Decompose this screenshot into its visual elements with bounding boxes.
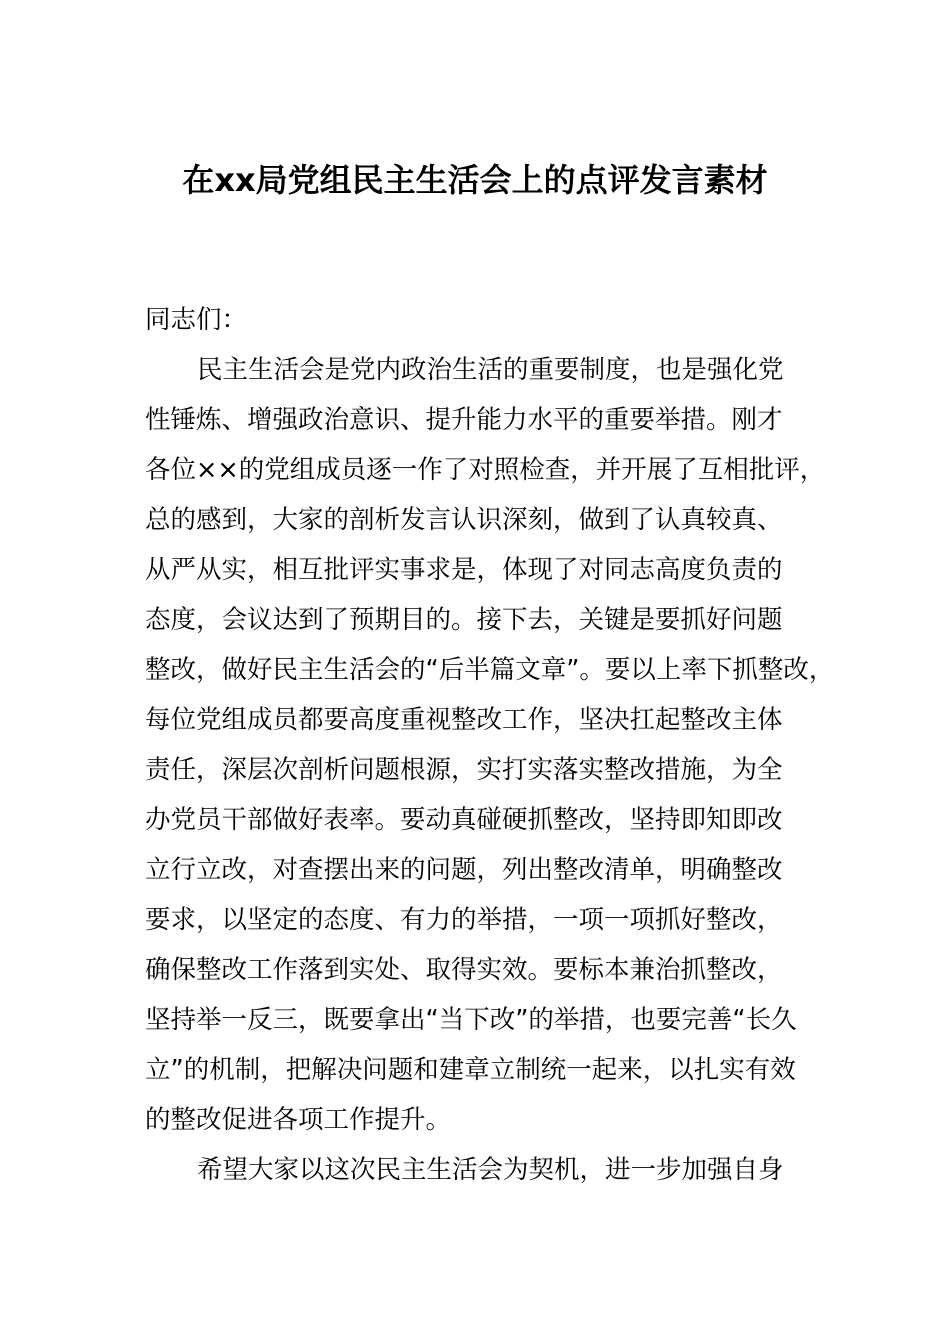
document-title: 在xx局党组民主生活会上的点评发言素材 [182, 161, 768, 199]
paragraph-line: 希望大家以这次民主生活会为契机，进一步加强自身 [197, 1155, 784, 1185]
paragraph-line: 从严从实，相互批评实事求是，体现了对同志高度负责的 [145, 555, 783, 585]
paragraph-line: 每位党组成员都要高度重视整改工作，坚决扛起整改主体 [145, 705, 783, 735]
paragraph-line: 整改，做好民主生活会的“后半篇文章”。要以上率下抓整改， [145, 655, 835, 685]
paragraph-line: 办党员干部做好表率。要动真碰硬抓整改，坚持即知即改 [145, 805, 783, 835]
paragraph-line: 立”的机制，把解决问题和建章立制统一起来，以扎实有效 [145, 1055, 796, 1085]
paragraph-line: 要求，以坚定的态度、有力的举措，一项一项抓好整改， [145, 905, 783, 935]
paragraph-line: 民主生活会是党内政治生活的重要制度，也是强化党 [197, 355, 784, 385]
paragraph-line: 坚持举一反三，既要拿出“当下改”的举措，也要完善“长久 [145, 1005, 797, 1035]
paragraph-line: 总的感到，大家的剖析发言认识深刻，做到了认真较真、 [145, 505, 783, 535]
document-body [145, 295, 835, 1195]
paragraph-line: 确保整改工作落到实处、取得实效。要标本兼治抓整改， [145, 955, 783, 985]
paragraph-line: 性锤炼、增强政治意识、提升能力水平的重要举措。刚才 [145, 405, 783, 435]
paragraph-line: 态度，会议达到了预期目的。接下去，关键是要抓好问题 [145, 605, 783, 635]
paragraph-line: 的整改促进各项工作提升。 [145, 1105, 452, 1135]
paragraph-line: 立行立改，对查摆出来的问题，列出整改清单，明确整改 [145, 855, 783, 885]
salutation: 同志们： [145, 305, 248, 335]
paragraph-line: 各位××的党组成员逐一作了对照检查，并开展了互相批评， [145, 455, 826, 485]
paragraph-line: 责任，深层次剖析问题根源，实打实落实整改措施，为全 [145, 755, 783, 785]
